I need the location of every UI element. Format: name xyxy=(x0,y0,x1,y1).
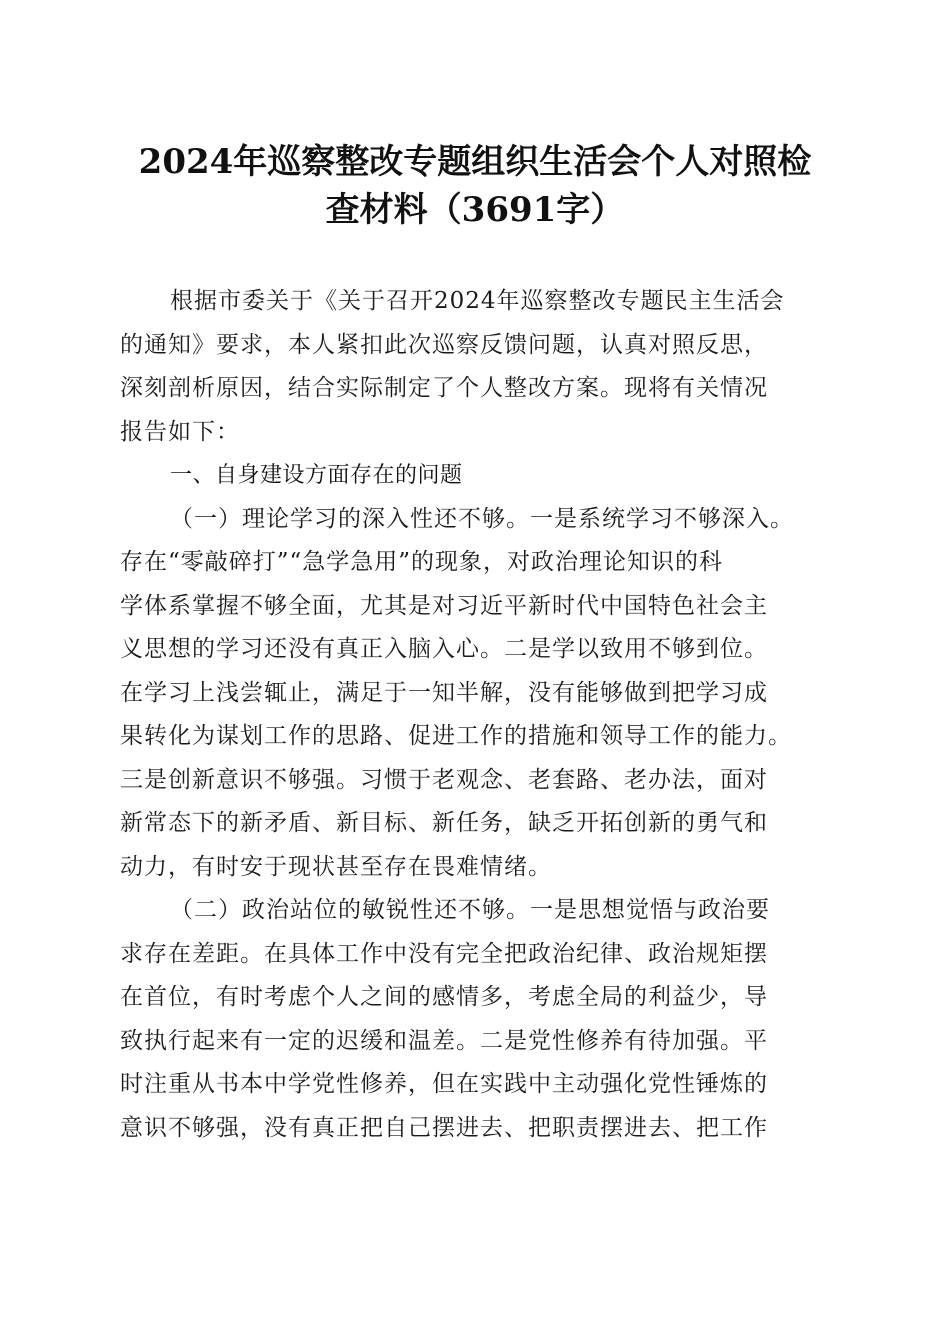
paragraph-line: 动力，有时安于现状甚至存在畏难情绪。 xyxy=(120,853,552,880)
document-body xyxy=(120,280,826,1150)
paragraph-line: 意识不够强，没有真正把自己摆进去、把职责摆进去、把工作 xyxy=(120,1114,768,1141)
paragraph-line: 三是创新意识不够强。习惯于老观念、老套路、老办法，面对 xyxy=(120,766,768,793)
paragraph-line: 义思想的学习还没有真正入脑入心。二是学以致用不够到位。 xyxy=(120,636,768,662)
paragraph-line: （一）理论学习的深入性还不够。一是系统学习不够深入。 xyxy=(170,505,794,532)
paragraph-intro-line: 的通知》要求，本人紧扣此次巡察反馈问题，认真对照反思， xyxy=(120,331,768,358)
paragraph-line: 时注重从书本中学党性修养，但在实践中主动强化党性锤炼的 xyxy=(120,1071,768,1097)
paragraph-intro-line: 根据市委关于《关于召开2024年巡察整改专题民主生活会 xyxy=(170,288,785,314)
paragraph-line: （二）政治站位的敏锐性还不够。一是思想觉悟与政治要 xyxy=(170,897,770,923)
document-title xyxy=(110,138,840,234)
paragraph-intro-line: 深刻剖析原因，结合实际制定了个人整改方案。现将有关情况 xyxy=(120,375,768,401)
paragraph-line: 在学习上浅尝辄止，满足于一知半解，没有能够做到把学习成 xyxy=(120,679,768,706)
section-heading: 一、自身建设方面存在的问题 xyxy=(170,463,463,488)
paragraph-line: 学体系掌握不够全面，尤其是对习近平新时代中国特色社会主 xyxy=(120,592,768,619)
paragraph-line: 果转化为谋划工作的思路、促进工作的措施和领导工作的能力。 xyxy=(120,723,792,749)
paragraph-line: 新常态下的新矛盾、新目标、新任务，缺乏开拓创新的勇气和 xyxy=(120,810,768,836)
paragraph-line: 存在“零敲碎打”“急学急用”的现象，对政治理论知识的科 xyxy=(120,549,724,575)
title-line-2: 查材料（3691字） xyxy=(325,190,625,230)
paragraph-intro-line: 报告如下： xyxy=(120,418,240,445)
paragraph-line: 求存在差距。在具体工作中没有完全把政治纪律、政治规矩摆 xyxy=(120,940,768,967)
paragraph-line: 致执行起来有一定的迟缓和温差。二是党性修养有待加强。平 xyxy=(120,1027,768,1054)
paragraph-line: 在首位，有时考虑个人之间的感情多，考虑全局的利益少，导 xyxy=(120,984,768,1010)
title-line-1: 2024年巡察整改专题组织生活会个人对照检 xyxy=(138,142,812,182)
